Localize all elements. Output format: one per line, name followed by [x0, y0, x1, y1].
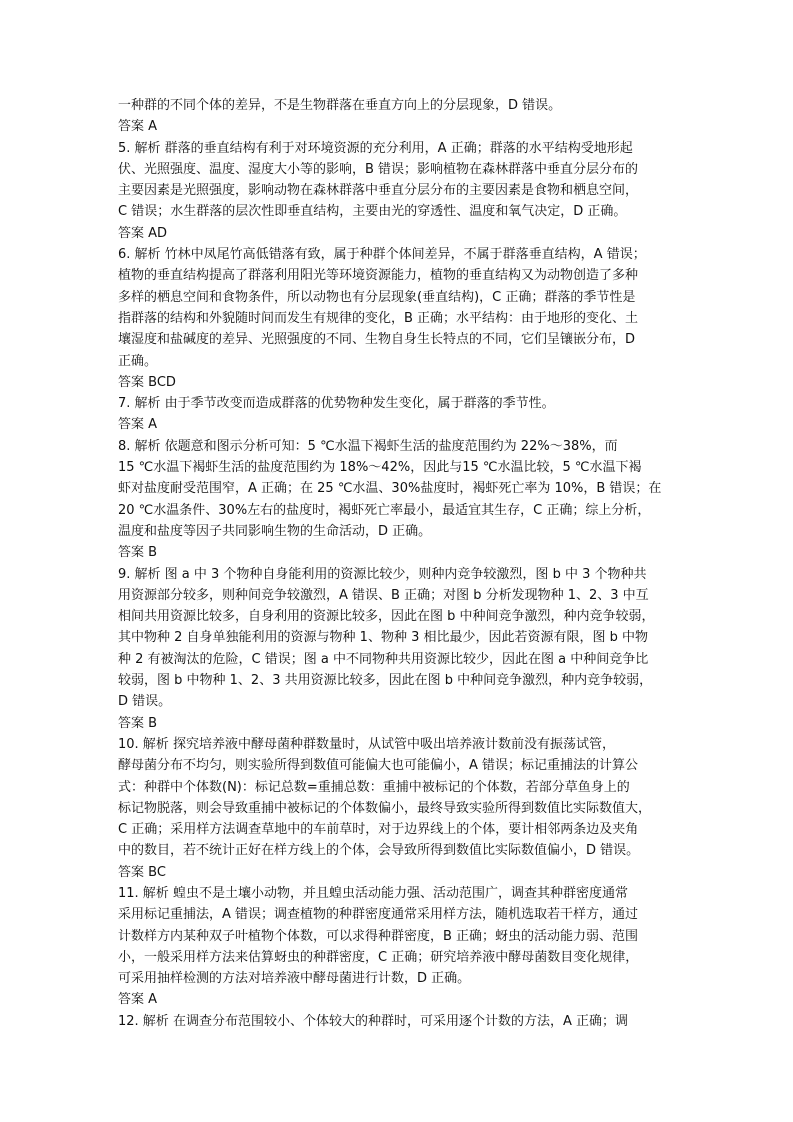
text-line: 8. 解析 依题意和图示分析可知：5 ℃水温下褐虾生活的盐度范围约为 22%～38%，而 [118, 438, 618, 454]
text-line: 采用标记重捕法，A 错误；调查植物的种群密度通常采用样方法，随机选取若干样方，通过 [118, 907, 639, 923]
text-line: 10. 解析 探究培养液中酵母菌种群数量时，从试管中吸出培养液计数前没有振荡试管， [118, 736, 615, 752]
answer-line: 答案 BC [118, 864, 166, 880]
text-line: 式：种群中个体数(N)：标记总数=重捕总数：重捕中被标记的个体数，若部分草鱼身上的 [118, 779, 630, 795]
text-line: 标记物脱落，则会导致重捕中被标记的个体数偏小，最终导致实验所得到数值比实际数值大， [118, 800, 652, 816]
text-line: 用资源部分较多，则种间竞争较激烈，A 错误、B 正确；对图 b 分析发现物种 1、2、3 中互 [118, 587, 649, 603]
text-line: 正确。 [118, 353, 158, 369]
text-line: 5. 解析 群落的垂直结构有利于对环境资源的充分利用，A 正确；群落的水平结构受地形起 [118, 140, 633, 156]
text-line: 虾对盐度耐受范围窄，A 正确；在 25 ℃水温、30%盐度时，褐虾死亡率为 10%，B 错误；在 [118, 481, 662, 497]
text-line: 多样的栖息空间和食物条件，所以动物也有分层现象(垂直结构)，C 正确；群落的季节性是 [118, 289, 636, 305]
answer-line: 答案 A [118, 119, 158, 135]
text-line: 酵母菌分布不均匀，则实验所得到数值可能偏大也可能偏小，A 错误；标记重捕法的计算公 [118, 758, 639, 774]
text-line: 计数样方内某种双子叶植物个体数，可以求得种群密度，B 正确；蚜虫的活动能力弱、范围 [118, 928, 639, 944]
text-line: 可采用抽样检测的方法对培养液中酵母菌进行计数，D 正确。 [118, 971, 471, 987]
text-line: C 正确；采用样方法调查草地中的车前草时，对于边界线上的个体，要计相邻两条边及夹角 [118, 822, 639, 838]
text-line: 中的数目，若不统计正好在样方线上的个体，会导致所得到数值比实际数值偏小，D 错误。 [118, 843, 640, 859]
text-line: 12. 解析 在调查分布范围较小、个体较大的种群时，可采用逐个计数的方法，A 正确；调 [118, 1013, 628, 1029]
text-line: C 错误；水生群落的层次性即垂直结构，主要由光的穿透性、温度和氧气决定，D 正确。 [118, 204, 627, 220]
answer-line: 答案 BCD [118, 374, 176, 390]
text-line: 壤湿度和盐碱度的差异、光照强度的不同、生物自身生长特点的不同，它们呈镶嵌分布，D [118, 332, 636, 348]
text-line: D 错误。 [118, 694, 172, 710]
text-line: 伏、光照强度、温度、湿度大小等的影响，B 错误；影响植物在森林群落中垂直分层分布的 [118, 161, 639, 177]
text-line: 植物的垂直结构提高了群落利用阳光等环境资源能力，植物的垂直结构又为动物创造了多种 [118, 268, 639, 284]
text-line: 11. 解析 蝗虫不是土壤小动物，并且蝗虫活动能力强、活动范围广，调查其种群密度通常 [118, 885, 628, 901]
text-line: 种 2 有被淘汰的危险，C 错误；图 a 中不同物种共用资源比较少，因此在图 a 中种间竞争比 [118, 651, 649, 667]
text-line: 15 ℃水温下褐虾生活的盐度范围约为 18%～42%，因此与15 ℃水温比较，5 ℃水温下褐 [118, 460, 642, 476]
text-line: 较弱，图 b 中物种 1、2、3 共用资源比较多，因此在图 b 中种间竞争激烈，种内竞争较弱， [118, 673, 653, 689]
text-line: 指群落的结构和外貌随时间而发生有规律的变化，B 正确；水平结构：由于地形的变化、土 [118, 310, 639, 326]
text-line: 相间共用资源比较多，自身利用的资源比较多，因此在图 b 中种间竞争激烈，种内竞争较弱， [118, 609, 655, 625]
answer-line: 答案 B [118, 715, 158, 731]
text-line: 温度和盐度等因子共同影响生物的生命活动，D 正确。 [118, 523, 432, 539]
text-line: 其中物种 2 自身单独能利用的资源与物种 1、物种 3 相比最少，因此若资源有限，图 b 中物 [118, 630, 648, 646]
answer-line: 答案 A [118, 992, 158, 1008]
text-line: 主要因素是光照强度，影响动物在森林群落中垂直分层分布的主要因素是食物和栖息空间， [118, 183, 639, 199]
answer-line: 答案 B [118, 545, 158, 561]
text-line: 6. 解析 竹林中凤尾竹高低错落有致，属于种群个体间差异，不属于群落垂直结构，A 错误； [118, 247, 646, 263]
text-line: 小，一般采用样方法来估算蚜虫的种群密度，C 正确；研究培养液中酵母菌数目变化规律， [118, 949, 639, 965]
text-line: 7. 解析 由于季节改变而造成群落的优势物种发生变化，属于群落的季节性。 [118, 396, 555, 412]
answer-line: 答案 AD [118, 225, 168, 241]
text-line: 9. 解析 图 a 中 3 个物种自身能利用的资源比较少，则种内竞争较激烈，图 b 中 3 个物种共 [118, 566, 647, 582]
answer-line: 答案 A [118, 417, 158, 433]
text-line: 20 ℃水温条件、30%左右的盐度时，褐虾死亡率最小，最适宜其生存，C 正确；综上分析， [118, 502, 651, 518]
text-line: 一种群的不同个体的差异，不是生物群落在垂直方向上的分层现象，D 错误。 [118, 98, 562, 113]
